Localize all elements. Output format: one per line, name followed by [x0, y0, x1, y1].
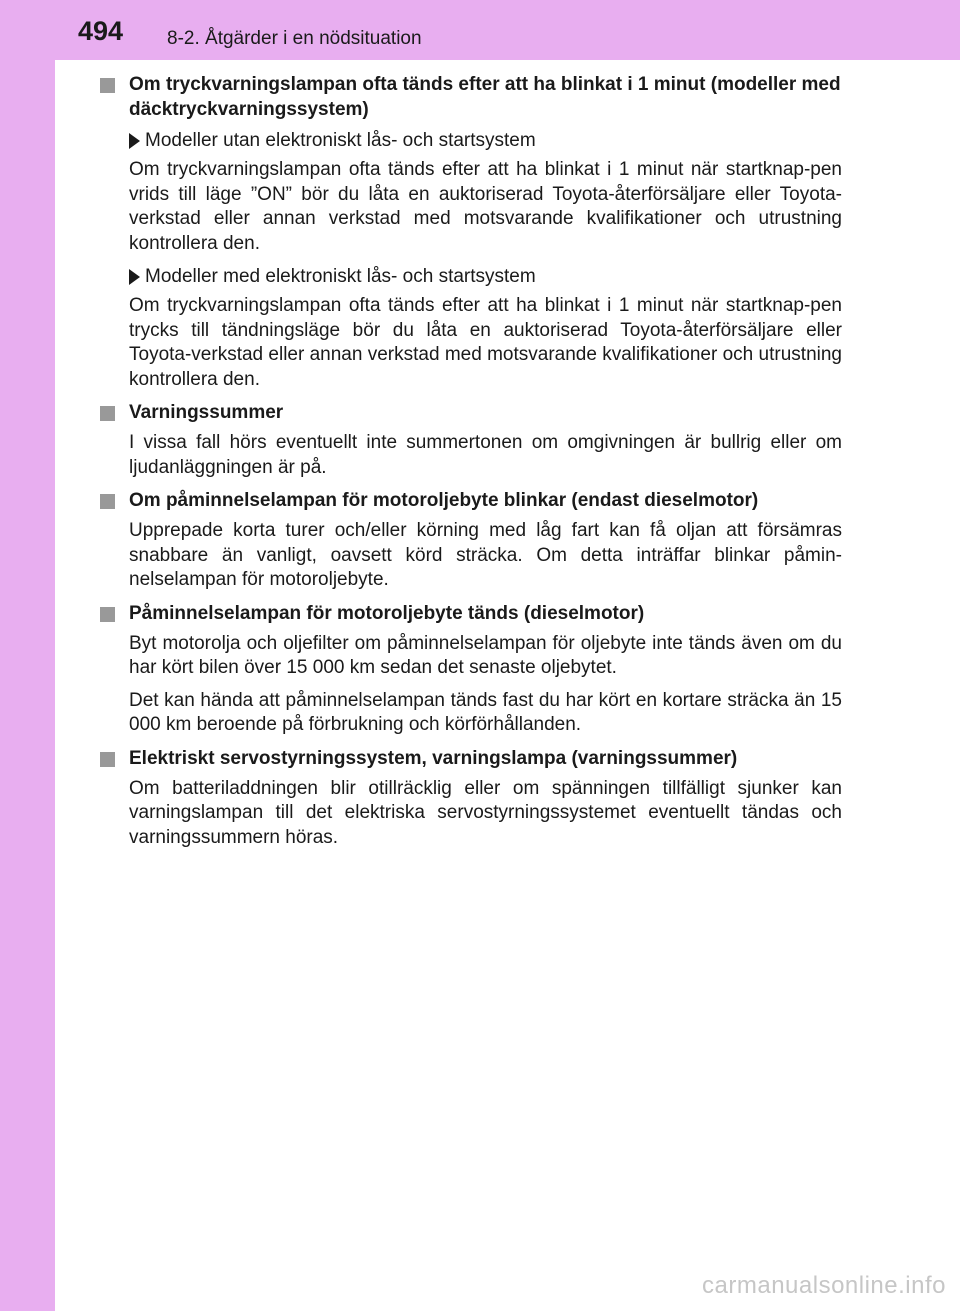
paragraph: Det kan hända att påminnelselampan tänds fast du har kört en kortare sträcka än 15 000 km beroende på förbrukning och körförhållanden.	[129, 689, 842, 735]
page-number: 494	[78, 16, 124, 46]
chapter-title: 8-2. Åtgärder i en nödsituation	[167, 28, 422, 49]
section-heading	[100, 400, 842, 425]
section-heading-text: Om påminnelselampan för motoroljebyte blinkar (endast dieselmotor)	[129, 490, 759, 511]
watermark: carmanualsonline.info	[702, 1272, 946, 1299]
paragraph: Om tryckvarningslampan ofta tänds efter att ha blinkat i 1 minut när startknap-pen vrids till läge ”ON” bör du låta en auktoriserad Toyota-återförsäljare eller Toyota-verkstad eller annan verkstad med motsvarande kvalifikationer och utrustning kontrollera den.	[129, 159, 842, 254]
square-bullet-icon	[100, 406, 115, 421]
paragraph: Om tryckvarningslampan ofta tänds efter att ha blinkat i 1 minut när startknap-pen trycks till tändningsläge bör du låta en auktoriserad Toyota-återförsäljare eller Toyota-verkstad eller annan verkstad med motsvarande kvalifikationer och utrustning kontrollera den.	[129, 295, 842, 390]
section-heading-text: Varningssummer	[129, 402, 284, 423]
section-tire-pressure	[100, 72, 842, 392]
page-content	[100, 72, 842, 858]
section-oil-reminder-on	[100, 601, 842, 738]
triangle-bullet-icon	[129, 133, 140, 149]
section-power-steering	[100, 746, 842, 851]
section-heading-text: Om tryckvarningslampan ofta tänds efter att ha blinkat i 1 minut (modeller med däcktryckvarningssystem)	[129, 74, 841, 120]
side-color-strip	[0, 0, 55, 1311]
header-band	[0, 0, 960, 60]
section-heading-text: Elektriskt servostyrningssystem, varningslampa (varningssummer)	[129, 747, 738, 769]
paragraph: Om batteriladdningen blir otillräcklig eller om spänningen tillfälligt sjunker kan varningslampan till det elektriska servostyrningssystemet eventuellt tändas och varningssummern höras.	[129, 777, 842, 848]
section-heading-text: Påminnelselampan för motoroljebyte tänds (dieselmotor)	[129, 602, 645, 624]
sub-heading	[100, 128, 842, 153]
triangle-bullet-icon	[129, 269, 140, 285]
section-oil-reminder-blinking	[100, 488, 842, 593]
paragraph: Upprepade korta turer och/eller körning med låg fart kan få oljan att försämras snabbare än vanligt, oavsett körd sträcka. Om detta inträffar blinkar påmin-nelselampan för motoroljebyte.	[129, 520, 842, 590]
section-warning-buzzer	[100, 400, 842, 480]
paragraph: I vissa fall hörs eventuellt inte summertonen om omgivningen är bullrig eller om ljudanläggningen är på.	[129, 432, 842, 478]
section-heading	[100, 746, 842, 771]
section-heading	[100, 72, 842, 122]
section-heading	[100, 488, 842, 513]
square-bullet-icon	[100, 607, 115, 622]
paragraph: Byt motorolja och oljefilter om påminnelselampan för oljebyte inte tänds även om du har kört bilen över 15 000 km sedan det senaste oljebytet.	[129, 632, 842, 678]
sub-heading	[100, 264, 842, 289]
sub-heading-text: Modeller utan elektroniskt lås- och startsystem	[145, 130, 536, 151]
square-bullet-icon	[100, 494, 115, 509]
sub-heading-text: Modeller med elektroniskt lås- och startsystem	[145, 266, 536, 287]
square-bullet-icon	[100, 78, 115, 93]
section-heading	[100, 601, 842, 626]
square-bullet-icon	[100, 752, 115, 767]
